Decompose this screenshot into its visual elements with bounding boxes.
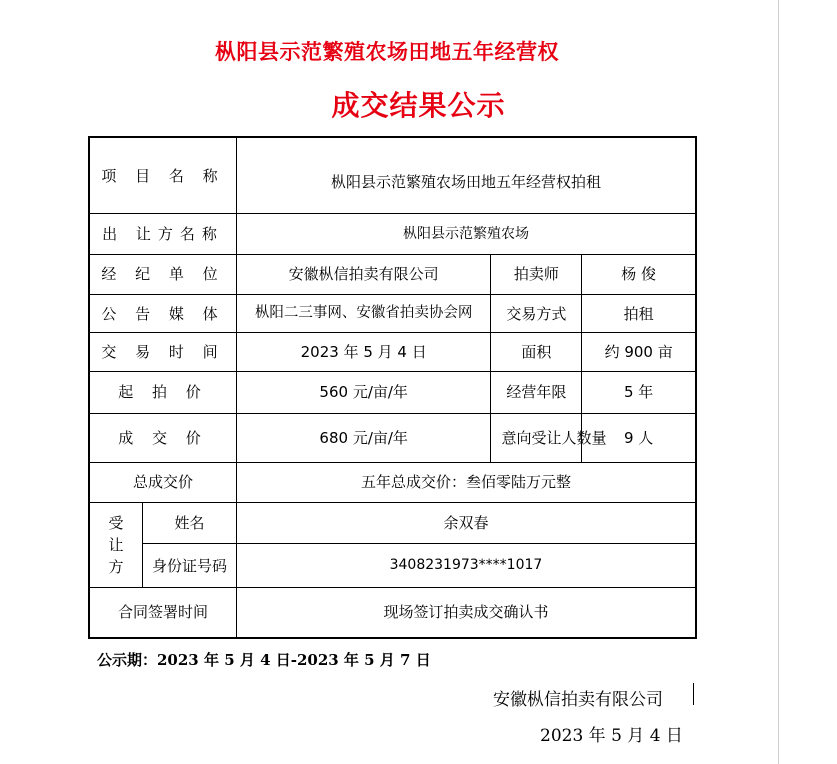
total-value: 五年总成交价：叁佰零陆万元整 xyxy=(236,462,696,502)
broker-value: 安徽枞信拍卖有限公司 xyxy=(236,254,491,294)
media-label: 公 告 媒 体 xyxy=(89,295,236,333)
term-label: 经营年限 xyxy=(491,371,582,413)
table-row xyxy=(89,503,696,544)
table-row xyxy=(89,544,696,587)
signature-company: 安徽枞信拍卖有限公司 xyxy=(493,690,663,710)
id-label: 身份证号码 xyxy=(143,544,237,587)
name-value: 余双春 xyxy=(236,503,696,544)
transferor-label: 出 让方名称 xyxy=(89,214,236,254)
id-value: 3408231973****1017 xyxy=(236,544,696,587)
broker-label: 经 纪 单 位 xyxy=(89,254,236,294)
trade-time-value: 2023 年 5 月 4 日 xyxy=(236,333,491,371)
signature-date: 2023 年 5 月 4 日 xyxy=(540,726,683,746)
area-value: 约 900 亩 xyxy=(582,333,696,371)
deal-price-label: 成 交 价 xyxy=(89,414,236,462)
total-label: 总成交价 xyxy=(89,462,236,502)
trade-method-label: 交易方式 xyxy=(491,295,582,333)
table-row xyxy=(89,333,696,371)
transferee-label: 受让方 xyxy=(108,513,124,576)
page-subtitle: 成交结果公示 xyxy=(331,89,506,122)
table-row xyxy=(89,371,696,413)
bidders-value: 9 人 xyxy=(582,414,696,462)
table-row xyxy=(89,295,696,333)
project-name-value: 枞阳县示范繁殖农场田地五年经营权拍租 xyxy=(236,137,696,214)
page-title: 枞阳县示范繁殖农场田地五年经营权 xyxy=(215,39,559,64)
name-label: 姓名 xyxy=(143,503,237,544)
result-table xyxy=(88,136,697,639)
transferor-value: 枞阳县示范繁殖农场 xyxy=(236,214,696,254)
table-row xyxy=(89,462,696,502)
bidders-label: 意向受让人数量 xyxy=(491,414,582,462)
start-price-label: 起 拍 价 xyxy=(89,371,236,413)
contract-time-label: 合同签署时间 xyxy=(89,587,236,638)
auctioneer-value: 杨 俊 xyxy=(582,254,696,294)
auctioneer-label: 拍卖师 xyxy=(491,254,582,294)
start-price-value: 560 元/亩/年 xyxy=(236,371,491,413)
text-cursor xyxy=(693,683,694,705)
area-label: 面积 xyxy=(491,333,582,371)
deal-price-value: 680 元/亩/年 xyxy=(236,414,491,462)
notice-period: 公示期：2023 年 5 月 4 日-2023 年 5 月 7 日 xyxy=(97,651,431,669)
table-row xyxy=(89,137,696,214)
project-name-label: 项 目 名 称 xyxy=(89,137,236,214)
media-value: 枞阳二三事网、安徽省拍卖协会网 xyxy=(236,295,491,333)
table-row xyxy=(89,214,696,254)
trade-time-label: 交 易 时 间 xyxy=(89,333,236,371)
table-row xyxy=(89,414,696,462)
contract-time-value: 现场签订拍卖成交确认书 xyxy=(236,587,696,638)
term-value: 5 年 xyxy=(582,371,696,413)
trade-method-value: 拍租 xyxy=(582,295,696,333)
table-row xyxy=(89,254,696,294)
table-row xyxy=(89,587,696,638)
transferee-label-cell xyxy=(89,503,143,588)
